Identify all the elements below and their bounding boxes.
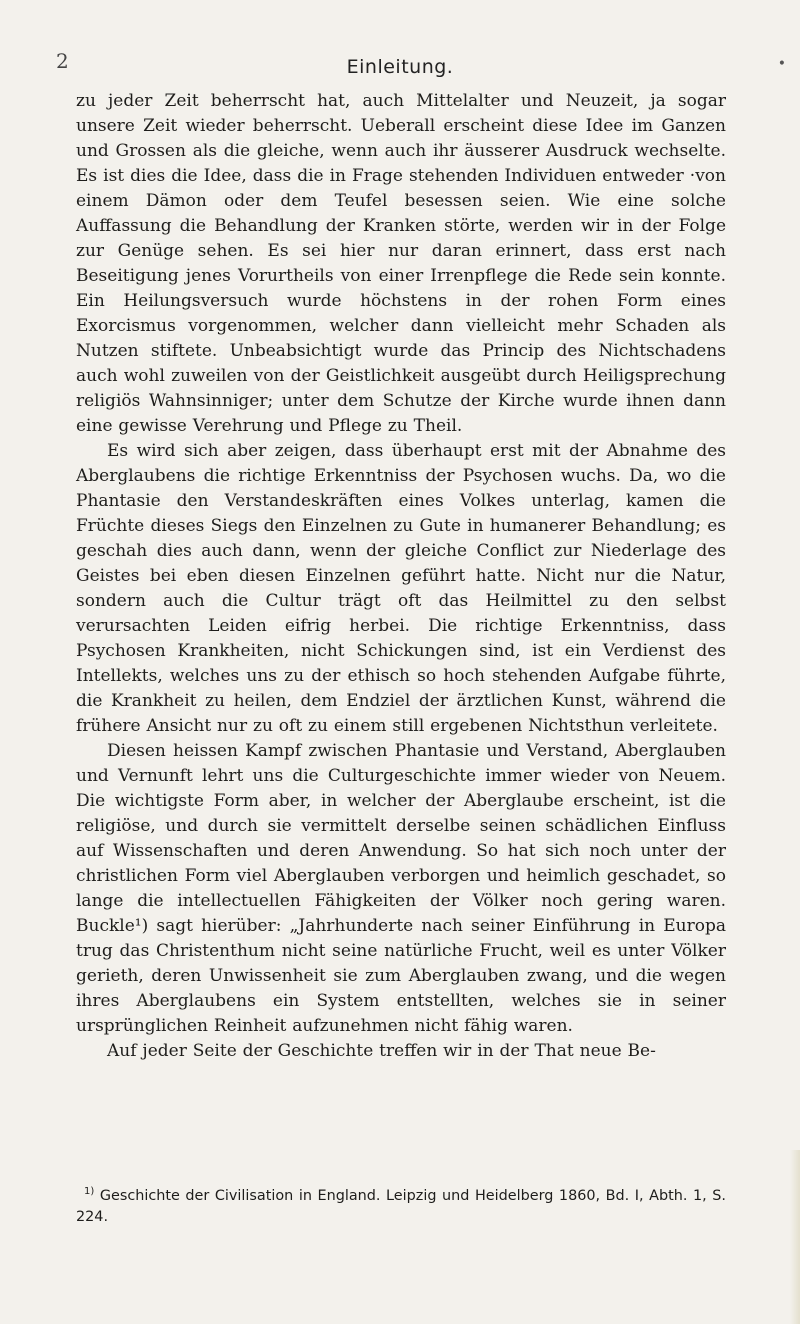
page-edge-stain [790, 1150, 800, 1324]
paragraph-2: Es wird sich aber zeigen, dass überhaupt erst mit der Abnahme des Aberglaubens die richtige Erkenntniss der Psychosen wuchs. Da, wo die Phantasie den Verstandeskräften eines Volkes unterlag, kamen die Früchte dieses Siegs den Einzelnen zu Gute in humanerer Behandlung; es geschah dies auch dann, wenn der gleiche Conflict zur Niederlage des Geistes bei eben diesen Einzelnen geführt hatte. Nicht nur die Natur, sondern auch die Cultur trägt oft das Heilmittel zu den selbst verursachten Leiden eifrig herbei. Die richtige Erkenntniss, dass Psychosen Krankheiten, nicht Schickungen sind, ist ein Verdienst des Intellekts, welches uns zu der ethisch so hoch stehenden Aufgabe führte, die Krankheit zu heilen, dem Endziel der ärztlichen Kunst, während die frühere Ansicht nur zu oft zu einem still ergebenen Nichtsthun verleitete. [76, 441, 726, 736]
footnote [76, 1181, 726, 1228]
paragraph-1: zu jeder Zeit beherrscht hat, auch Mittelalter und Neuzeit, ja sogar unsere Zeit wieder beherrscht. Ueberall erscheint diese Idee im Ganzen und Grossen als die gleiche, wenn auch ihr äusserer Ausdruck wechselte. Es ist dies die Idee, dass die in Frage stehenden Individuen entweder ·von einem Dämon oder dem Teufel besessen seien. Wie eine solche Auffassung die Behandlung der Kranken störte, werden wir in der Folge zur Genüge sehen. Es sei hier nur daran erinnert, dass erst nach Beseitigung jenes Vorurtheils von einer Irrenpflege die Rede sein konnte. Ein Heilungsversuch wurde höchstens in der rohen Form eines Exorcismus vorgenommen, welcher dann vielleicht mehr Schaden als Nutzen stiftete. Unbeabsichtigt wurde das Princip des Nichtschadens auch wohl zuweilen von der Geistlichkeit ausgeübt durch Heiligsprechung religiös Wahnsinniger; unter dem Schutze der Kirche wurde ihnen dann eine gewisse Verehrung und Pflege zu Theil. [76, 91, 726, 436]
body-text [76, 89, 726, 1064]
page-number: 2 [56, 49, 69, 73]
footnote-mark: 1) [84, 1186, 95, 1197]
running-head: Einleitung. [346, 56, 454, 78]
paragraph-4: Auf jeder Seite der Geschichte treffen wir in der That neue Be- [107, 1041, 656, 1061]
footnote-text: Geschichte der Civilisation in England. Leipzig und Heidelberg 1860, Bd. I, Abth. 1, S. 224. [76, 1187, 726, 1225]
paragraph-3: Diesen heissen Kampf zwischen Phantasie und Verstand, Aberglauben und Vernunft lehrt uns die Culturgeschichte immer wieder von Neuem. Die wichtigste Form aber, in welcher der Aberglaube erscheint, ist die religiöse, und durch sie vermittelt derselbe seinen schädlichen Einfluss auf Wissenschaften und deren Anwendung. So hat sich noch unter der christlichen Form viel Aberglauben verborgen und heimlich geschadet, so lange die intellectuellen Fähigkeiten der Völker noch gering waren. Buckle¹) sagt hierüber: „Jahrhunderte nach seiner Einführung in Europa trug das Christenthum nicht seine natürliche Frucht, weil es unter Völker gerieth, deren Unwissenheit sie zum Aberglauben zwang, und die wegen ihres Aberglaubens ein System entstellten, welches sie in seiner ursprünglichen Reinheit aufzunehmen nicht fähig waren. [76, 741, 726, 1036]
margin-mark: • [777, 56, 786, 72]
